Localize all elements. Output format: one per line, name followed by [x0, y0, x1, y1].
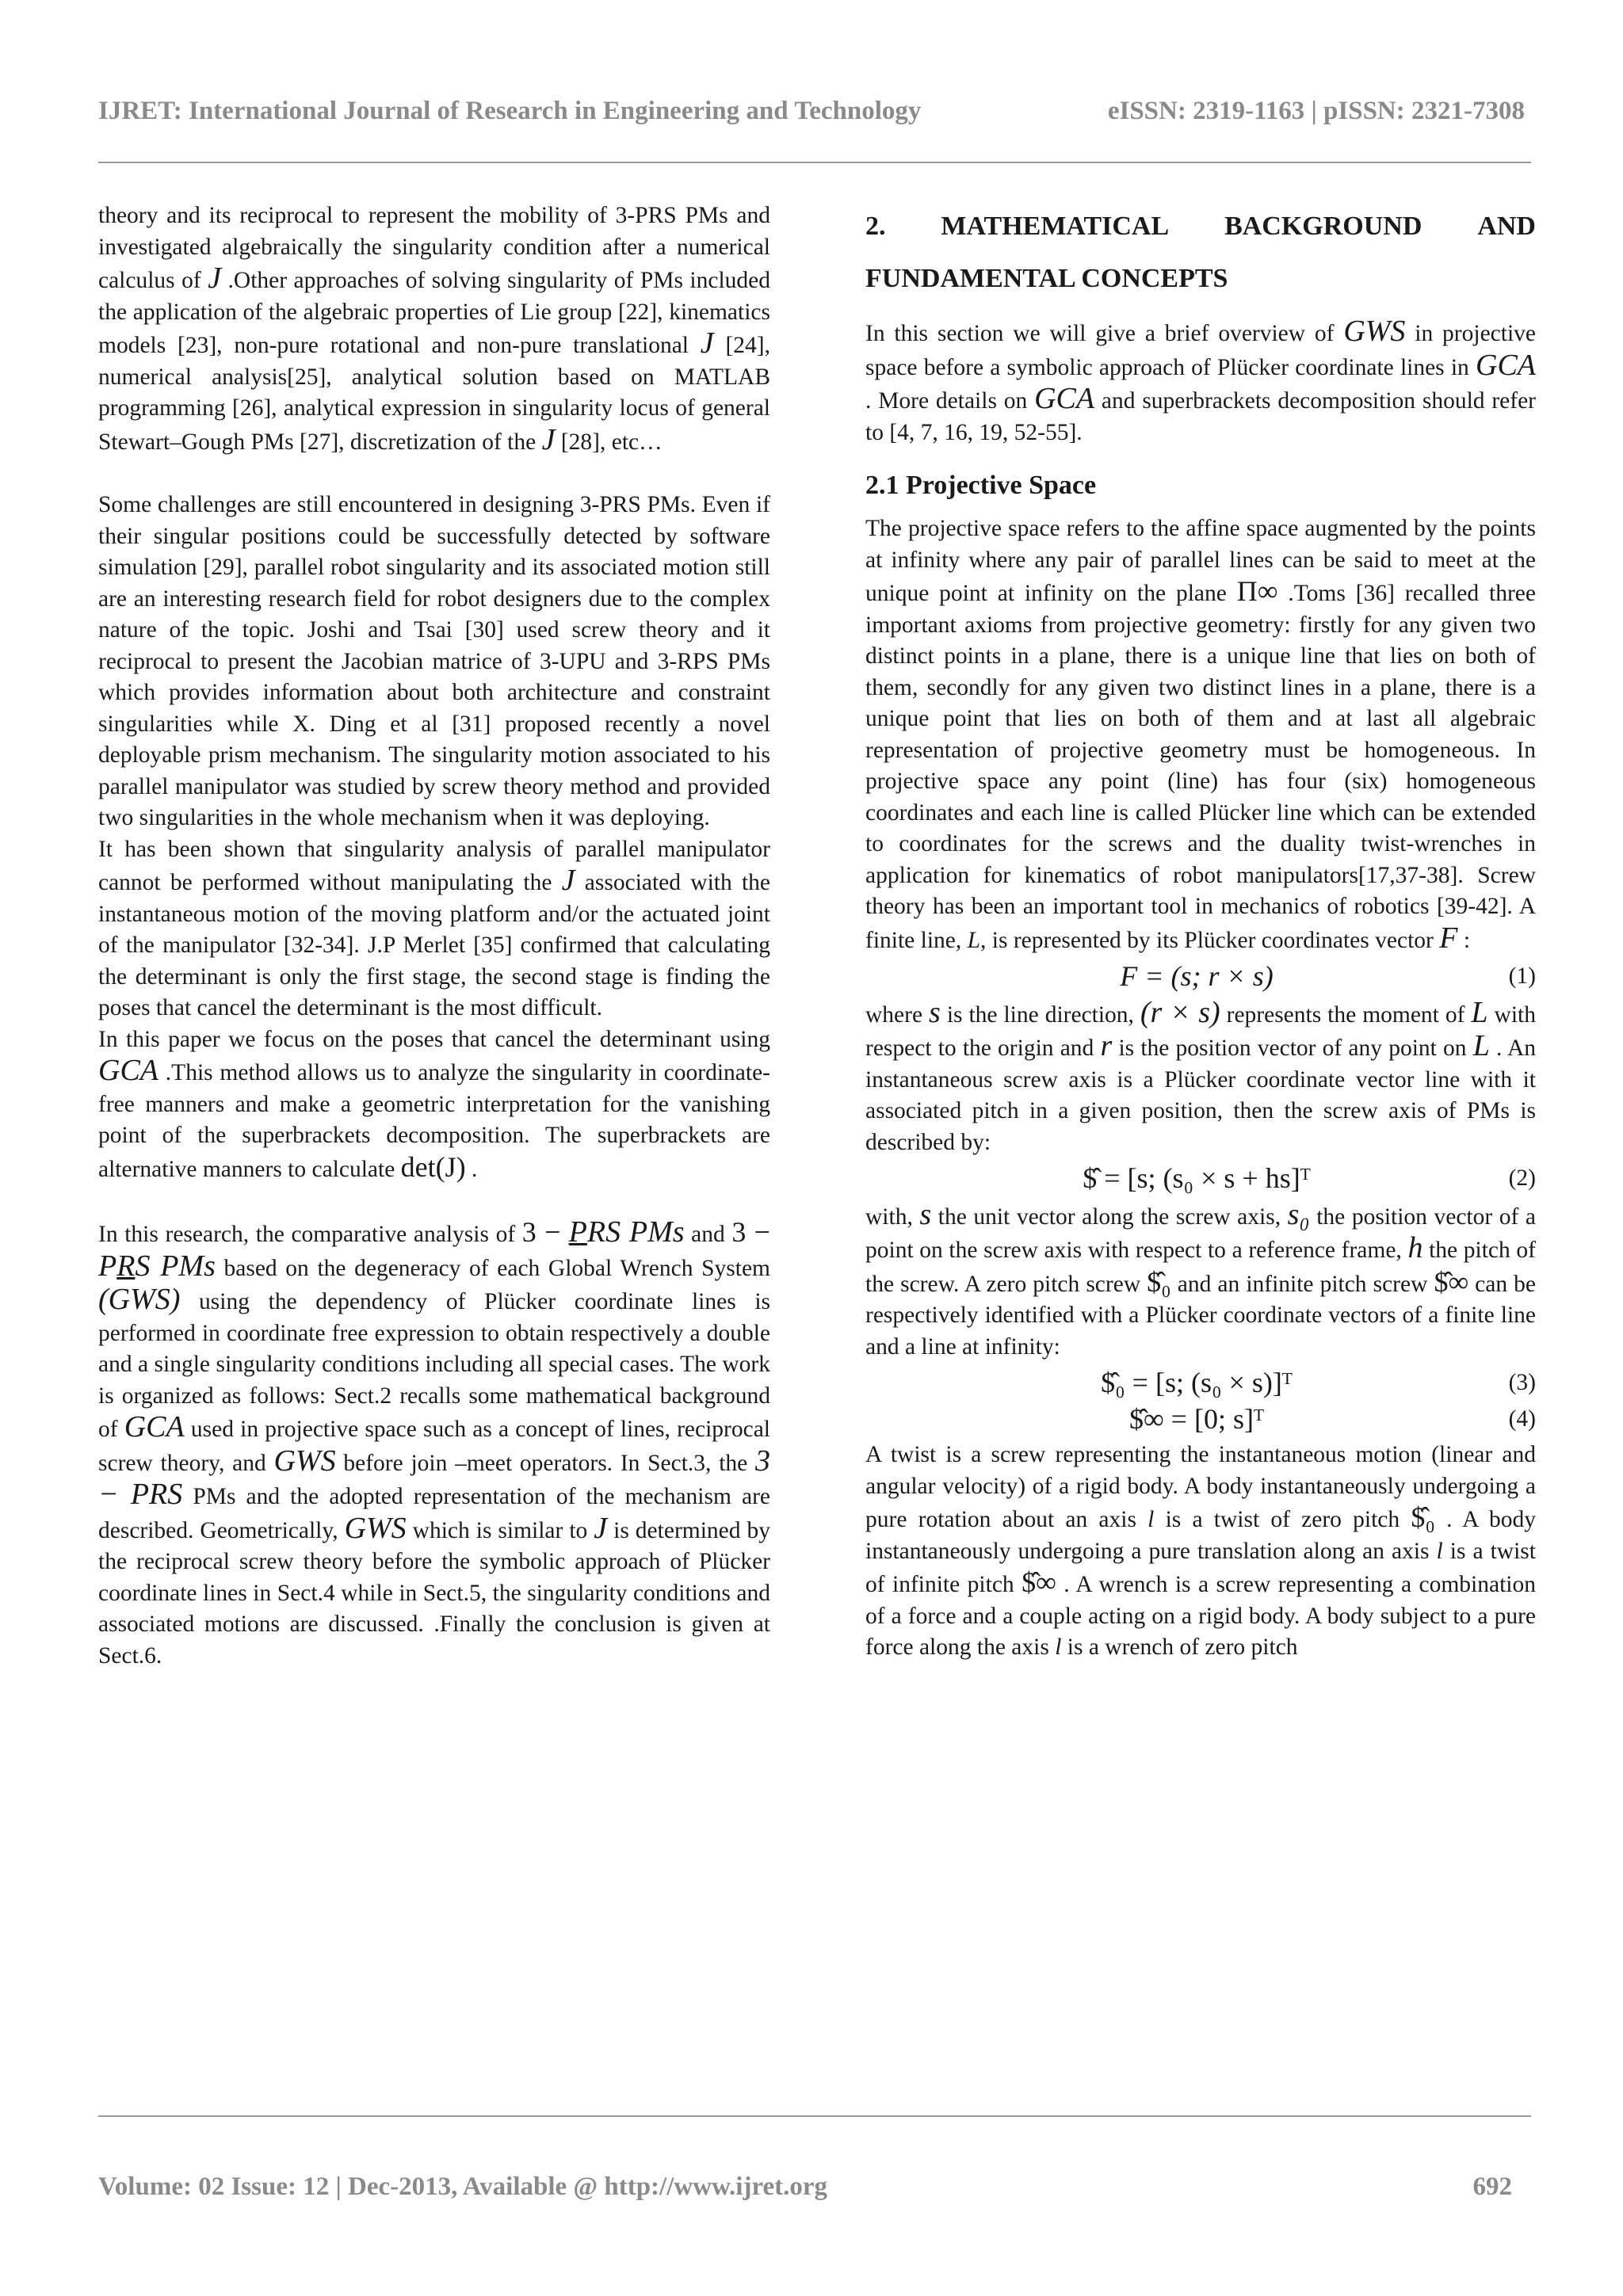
paragraph-jacobian: It has been shown that singularity analysis of parallel manipulator cannot be performed without manipulating the J associated with the instantaneous motion of the moving platform and/or the actuated joint of the manipulator [32-34]. J.P Merlet [35] confirmed that calculating the determinant is only the first stage, the second stage is finding the poses that cancel the determinant is the most difficult.	[98, 836, 770, 1020]
paragraph-projective-space: The projective space refers to the affine space augmented by the points at infinity where any pair of parallel lines can be said to meet at the unique point at infinity on the plane Π∞ .Toms [36] recalled three important axioms from projective geometry: firstly for any given two distinct points in a plane, there is a unique line that lies on both of them, secondly for any given two distinct lines in a plane, there is a unique point that lies on both of them and at last all algebraic representation of projective geometry must be homogeneous. In projective space any point (line) has four (six) homogeneous coordinates and each line is called Plücker line which can be extended to coordinates for the screws and the duality twist-wrenches in application for kinematics of robot manipulators[17,37-38]. Screw theory has been an important tool in mechanics of robotics [39-42]. A finite line, L, is represented by its Plücker coordinates vector F :	[865, 516, 1536, 955]
paragraph-where: where s is the line direction, (r × s) represents the moment of L with respect to the origin and r is the position vector of any point on L . An instantaneous screw axis is a Plücker coordinate vector line with it associated pitch in a given position, then the screw axis of PMs is described by:	[865, 995, 1537, 1155]
paragraph-with: with, s the unit vector along the screw axis, s₀ the position vector of a point on the screw axis with respect to a reference frame, h the pitch of the screw. A zero pitch screw $̂₀ and an infinite pitch screw $̂∞ can be respectively identified with a Plücker coordinate vectors of a finite line and a line at infinity:	[865, 1197, 1537, 1360]
equation-1: F = (s; r × s) (1)	[1120, 960, 1536, 992]
paragraph-challenges: Some challenges are still encountered in designing 3-PRS PMs. Even if their singular positions could be successfully detected by software simulation [29], parallel robot singularity and its associated motion still are an interesting research field for robot designers due to the complex nature of the topic. Joshi and Tsai [30] used screw theory and it reciprocal to present the Jacobian matrice of 3-UPU and 3-RPS PMs which provides information about both architecture and constraint singularities while X. Ding et al [31] proposed recently a novel deployable prism mechanism. The singularity motion associated to his parallel manipulator was studied by screw theory method and provided two singularities in the whole mechanism when it was deploying.	[98, 492, 770, 830]
paragraph-focus: In this paper we focus on the poses that cancel the determinant using GCA .This method allows us to analyze the singularity in coordinate-free manners and make a geometric interpretation for the vanishing point of the superbrackets decomposition. The superbrackets are alternative manners to calculate det(J) .	[98, 1026, 770, 1183]
issn: eISSN: 2319-1163 | pISSN: 2321-7308	[1107, 97, 1525, 125]
header-divider	[98, 162, 1531, 163]
equation-3: $̂₀ = [s; (s₀ × s)]ᵀ (3)	[1101, 1367, 1536, 1398]
paragraph-twist: A twist is a screw representing the instantaneous motion (linear and angular velocity) of a rigid body. A body instantaneously undergoing a pure rotation about an axis l is a twist of zero pitch $̂₀ . A body instantaneously undergoing a pure translation along an axis l is a twist of infinite pitch $̂∞ . A wrench is a screw representing a combination of a force and a couple acting on a rigid body. A body subject to a pure force along the axis l is a wrench of zero pitch	[865, 1442, 1536, 1660]
paragraph-organization: In this research, the comparative analysis of 3 − PRS PMs and 3 − PRS PMs based on the degeneracy of each Global Wrench System (GWS) using the dependency of Plücker coordinate lines is performed in coordinate free expression to obtain respectively a double and a single singularity conditions including all special cases. The work is organized as follows: Sect.2 recalls some mathematical background of GCA used in projective space such as a concept of lines, reciprocal screw theory, and GWS before join –meet operators. In Sect.3, the 3 − PRS PMs and the adopted representation of the mechanism are described. Geometrically, GWS which is similar to J is determined by the reciprocal screw theory before the symbolic approach of Plücker coordinate lines in Sect.4 while in Sect.5, the singularity conditions and associated motions are discussed. .Finally the conclusion is given at Sect.6.	[98, 1215, 771, 1669]
subsection-heading: 2.1 Projective Space	[865, 471, 1097, 500]
running-footer	[98, 2172, 1512, 2202]
paragraph-section-intro: In this section we will give a brief overview of GWS in projective space before a symbolic approach of Plücker coordinate lines in GCA . More details on GCA and superbrackets decomposition should refer to [4, 7, 16, 19, 52-55].	[865, 315, 1537, 445]
journal-title: IJRET: International Journal of Research in Engineering and Technology	[98, 97, 922, 125]
footer-divider	[98, 2115, 1531, 2117]
left-column	[98, 200, 770, 1672]
page-number: 692	[1472, 2172, 1512, 2201]
equation-4: $̂∞ = [0; s]ᵀ (4)	[1129, 1402, 1536, 1435]
paragraph-intro-continued: theory and its reciprocal to represent the mobility of 3-PRS PMs and investigated algebraically the singularity condition after a numerical calculus of J .Other approaches of solving singularity of PMs included the application of the algebraic properties of Lie group [22], kinematics models [23], non-pure rotational and non-pure translational J [24], numerical analysis[25], analytical solution based on MATLAB programming [26], analytical expression in singularity locus of general Stewart–Gough PMs [27], discretization of the J [28], etc…	[98, 203, 770, 456]
right-column	[865, 200, 1536, 1664]
section-heading: 2. MATHEMATICAL BACKGROUND AND FUNDAMENTAL CONCEPTS	[865, 212, 1536, 293]
running-header	[98, 97, 1525, 144]
volume-info: Volume: 02 Issue: 12 | Dec-2013, Available @ http://www.ijret.org	[98, 2172, 828, 2201]
equation-2: $̂ = [s; (s₀ × s + hs]ᵀ (2)	[1083, 1162, 1536, 1194]
